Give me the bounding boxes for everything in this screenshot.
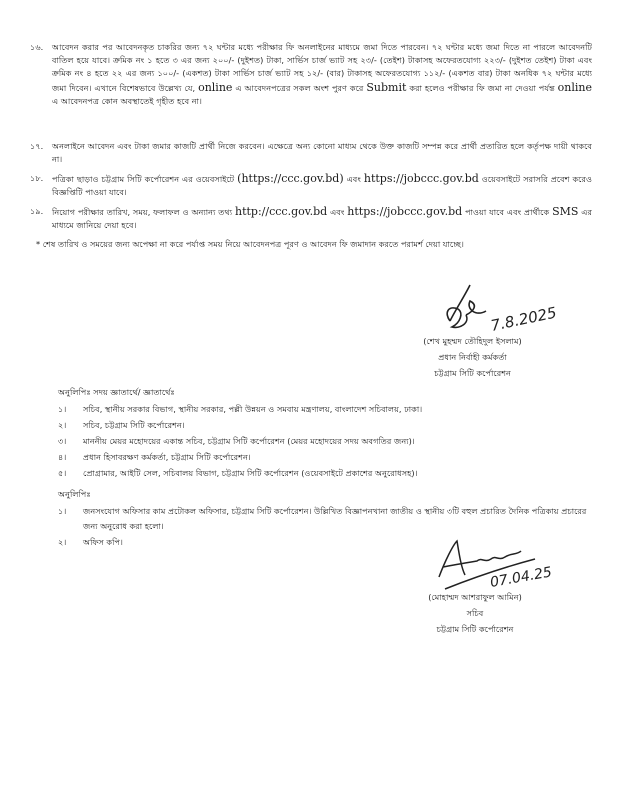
svg-text:07.04.25: 07.04.25 bbox=[488, 564, 554, 591]
clause-number: ১৬. bbox=[30, 42, 44, 52]
signatory-1 bbox=[380, 333, 565, 381]
website-link-ccc[interactable]: http://ccc.gov.bd bbox=[235, 205, 328, 218]
cc-item: ২। অফিস কপি। bbox=[58, 537, 123, 547]
website-link-ccc[interactable]: (https://ccc.gov.bd) bbox=[237, 172, 344, 185]
cc-item: ৪। প্রধান হিসাবরক্ষণ কর্মকর্তা, চট্টগ্রাম সিটি কর্পোরেশন। bbox=[58, 452, 251, 462]
footnote: * শেষ তারিখ ও সময়ের জন্য অপেক্ষা না করে পর্যাপ্ত সময় নিয়ে আবেদনপত্র পূরণ ও আবেদন ফি জমাদান করতে পরামর্শ দেয়া যাচ্ছে। bbox=[36, 239, 464, 249]
cc-item: ২। সচিব, চট্টগ্রাম সিটি কর্পোরেশন। bbox=[58, 420, 185, 430]
cc-item: ১। সচিব, স্থানীয় সরকার বিভাগ, স্থানীয় সরকার, পল্লী উন্নয়ন ও সমবায় মন্ত্রণালয়, বাংলাদেশ সচিবালয়, ঢাকা। bbox=[58, 404, 423, 414]
clause-number: ১৭. bbox=[30, 141, 44, 151]
cc-heading-1: অনুলিপিঃ সদয় জ্ঞাতার্থে/ জ্ঞাতার্থেঃ bbox=[58, 387, 175, 397]
svg-text:7.8.2025: 7.8.2025 bbox=[489, 303, 559, 335]
clause-number: ১৮. bbox=[30, 173, 44, 183]
signatory-name: (শেখ মুহম্মদ তৌহিদুল ইসলাম) bbox=[423, 336, 522, 346]
signatory-designation: প্রধান নির্বাহী কর্মকর্তা bbox=[438, 352, 507, 362]
clause-18 bbox=[30, 172, 592, 199]
signatory-2 bbox=[385, 589, 565, 637]
clause-text: আবেদন করার পর আবেদনকৃত চাকরির জন্য ৭২ ঘন্টার মধ্যে পরীক্ষার ফি অনলাইনের মাধ্যমে জমা দিতে পারবেন। ৭২ ঘন্টার মধ্যে জমা দিতে না পারলে আবেদনটি বাতিল হয়ে যাবে। ক্রমিক নং ১ হতে ৩ এর জন্য ২০০/- (দুইশত) টাকা, সার্ভিস চার্জ ভ্যাট সহ ২৩/- (তেইশ) টাকাসহ অফেরতযোগ্য ২২৩/- (দুইশত তেইশ) টাকা এবং ক্রমিক নং ৪ হতে ২২ এর জন্য ১০০/- (একশত) টাকা সার্ভিস চার্জ ভ্যাট সহ ১২/- (বার) টাকাসহ অফেরতযোগ্য ১১২/- (একশত বার) টাকা অনধিক ৭২ ঘন্টার মধ্যে জমা দিবেন। এখানে বিশেষভাবে উল্লেখ্য যে, online এ আবেদনপত্রের সকল অংশ পুরণ করে Submit করা হলেও পরীক্ষার ফি জমা না দেওয়া পর্যন্ত online এ আবেদনপত্র কোন অবস্থাতেই গৃহীত হবে না। bbox=[52, 42, 592, 106]
clause-16 bbox=[30, 41, 592, 108]
clause-text: নিয়োগ পরীক্ষার তারিখ, সময়, ফলাফল ও অন্যান্য তথ্য http://ccc.gov.bd এবং https://jobccc.gov.bd পাওয়া যাবে এবং প্রার্থীকে SMS এর মাধ্যমে জানিয়ে দেয়া হবে। bbox=[52, 205, 592, 231]
signatory-organization: চট্টগ্রাম সিটি কর্পোরেশন bbox=[434, 368, 511, 378]
signature-1-icon bbox=[440, 283, 580, 338]
clause-19 bbox=[30, 205, 592, 232]
cc-heading-2: অনুলিপিঃ bbox=[58, 489, 91, 499]
signatory-name: (মোহাম্মদ আশরাফুল আমিন) bbox=[428, 592, 522, 602]
clause-text: পত্রিকা ছাড়াও চট্টগ্রাম সিটি কর্পোরেশন এর ওয়েবসাইটে (https://ccc.gov.bd) এবং https://jobccc.gov.bd ওয়েবসাইটে সরাসরি প্রবেশ করেও বিজ্ঞপ্তিটি পাওয়া যাবে। bbox=[52, 172, 592, 198]
signature-2-icon bbox=[425, 537, 585, 597]
signatory-organization: চট্টগ্রাম সিটি কর্পোরেশন bbox=[436, 624, 514, 634]
clause-number: ১৯. bbox=[30, 206, 44, 216]
signatory-designation: সচিব bbox=[466, 608, 484, 618]
cc-item: ৩। মাননীয় মেয়র মহোদয়ের একান্ত সচিব, চট্টগ্রাম সিটি কর্পোরেশন (মেয়র মহোদয়ের সদয় অবগতির জন্য)। bbox=[58, 436, 415, 446]
cc-item: ১। জনসংযোগ অফিসার কাম প্রটোকল অফিসার, চট্টগ্রাম সিটি কর্পোরেশন। উল্লিখিত বিজ্ঞাপনখানা জাতীয় ও স্থানীয় ৩টি বহুল প্রচারিত দৈনিক পত্রিকায় প্রচারের জন্য অনুরোধ করা হলো। bbox=[58, 506, 587, 531]
cc-item: ৫। প্রোগ্রামার, আইটি সেল, সচিবালয় বিভাগ, চট্টগ্রাম সিটি কর্পোরেশন (ওয়েবসাইটে প্রকাশের অনুরোধসহ)। bbox=[58, 468, 418, 478]
website-link-jobccc[interactable]: https://jobccc.gov.bd bbox=[347, 205, 463, 218]
website-link-jobccc[interactable]: https://jobccc.gov.bd bbox=[363, 172, 479, 185]
clause-17 bbox=[30, 140, 592, 166]
clause-text: অনলাইনে আবেদন এবং টাকা জমার কাজটি প্রার্থী নিজে করবেন। এক্ষেত্রে অন্য কোনো মাধ্যম থেকে উক্ত কাজটি সম্পন্ন করে প্রার্থী প্রতারিত হলে কর্তৃপক্ষ দায়ী থাকবে না। bbox=[52, 141, 592, 165]
